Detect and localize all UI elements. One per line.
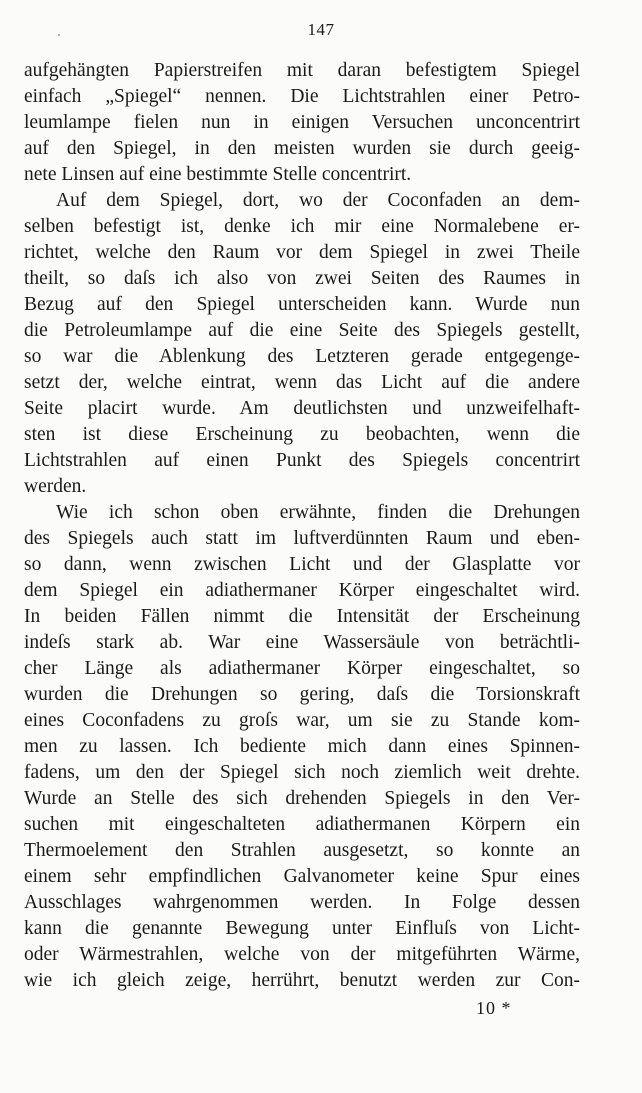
text-line: Wurde an Stelle des sich drehenden Spiegels in den Ver- [24, 788, 580, 809]
text-line: men zu lassen. Ich bediente mich dann eines Spinnen- [24, 736, 580, 757]
text-line: des Spiegels auch statt im luftverdünnten Raum und eben- [24, 528, 580, 549]
text-line: so war die Ablenkung des Letzteren gerade entgegenge- [24, 346, 580, 367]
text-line: kann die genannte Bewegung unter Einfluſs von Licht- [24, 918, 580, 939]
text-line: selben befestigt ist, denke ich mir eine Normalebene er- [24, 216, 580, 237]
text-line: indeſs stark ab. War eine Wassersäule von beträchtli- [24, 632, 580, 653]
text-line: fadens, um den der Spiegel sich noch ziemlich weit drehte. [24, 762, 580, 783]
text-line: so dann, wenn zwischen Licht und der Glasplatte vor [24, 554, 580, 575]
page-number: 147 [307, 20, 335, 39]
text-line: Wie ich schon oben erwähnte, finden die Drehungen [56, 502, 580, 523]
text-line: dem Spiegel ein adiathermaner Körper eingeschaltet wird. [24, 580, 580, 601]
text-line: aufgehängten Papierstreifen mit daran befestigtem Spiegel [24, 60, 580, 81]
text-line: sten ist diese Erscheinung zu beobachten, wenn die [24, 424, 580, 445]
text-line: Ausschlages wahrgenommen werden. In Folge dessen [24, 892, 580, 913]
text-line: theilt, so daſs ich also von zwei Seiten des Raumes in [24, 268, 580, 289]
text-line: einem sehr empfindlichen Galvanometer keine Spur eines [24, 866, 580, 887]
text-line: auf den Spiegel, in den meisten wurden sie durch geeig- [24, 138, 580, 159]
text-line: Auf dem Spiegel, dort, wo der Coconfaden an dem- [56, 190, 580, 211]
text-line: leumlampe fielen nun in einigen Versuchen unconcentrirt [24, 112, 580, 133]
printer-signature: 10 * [476, 998, 512, 1018]
text-line: Bezug auf den Spiegel unterscheiden kann. Wurde nun [24, 294, 580, 315]
text-line: einfach „Spiegel“ nennen. Die Lichtstrahlen einer Petro- [24, 86, 580, 107]
text-line: die Petroleumlampe auf die eine Seite des Spiegels gestellt, [24, 320, 580, 341]
text-line: Lichtstrahlen auf einen Punkt des Spiegels concentrirt [24, 450, 580, 471]
text-line: Seite placirt wurde. Am deutlichsten und unzweifelhaft- [24, 398, 580, 419]
text-line: In beiden Fällen nimmt die Intensität der Erscheinung [24, 606, 580, 627]
text-line: werden. [24, 476, 87, 497]
text-line: nete Linsen auf eine bestimmte Stelle concentrirt. [24, 164, 412, 185]
text-line: richtet, welche den Raum vor dem Spiegel in zwei Theile [24, 242, 580, 263]
text-line: suchen mit eingeschalteten adiathermanen Körpern ein [24, 814, 580, 835]
text-line: wie ich gleich zeige, herrührt, benutzt werden zur Con- [24, 970, 580, 991]
text-line: wurden die Drehungen so gering, daſs die Torsionskraft [24, 684, 580, 705]
text-line: cher Länge als adiathermaner Körper eingeschaltet, so [24, 658, 580, 679]
text-line: Thermoelement den Strahlen ausgesetzt, so konnte an [24, 840, 580, 861]
text-line: oder Wärmestrahlen, welche von der mitgeführten Wärme, [24, 944, 580, 965]
text-line: eines Coconfadens zu groſs war, um sie zu Stande kom- [24, 710, 580, 731]
body-text [24, 58, 580, 994]
text-line: setzt der, welche eintrat, wenn das Licht auf die andere [24, 372, 580, 393]
